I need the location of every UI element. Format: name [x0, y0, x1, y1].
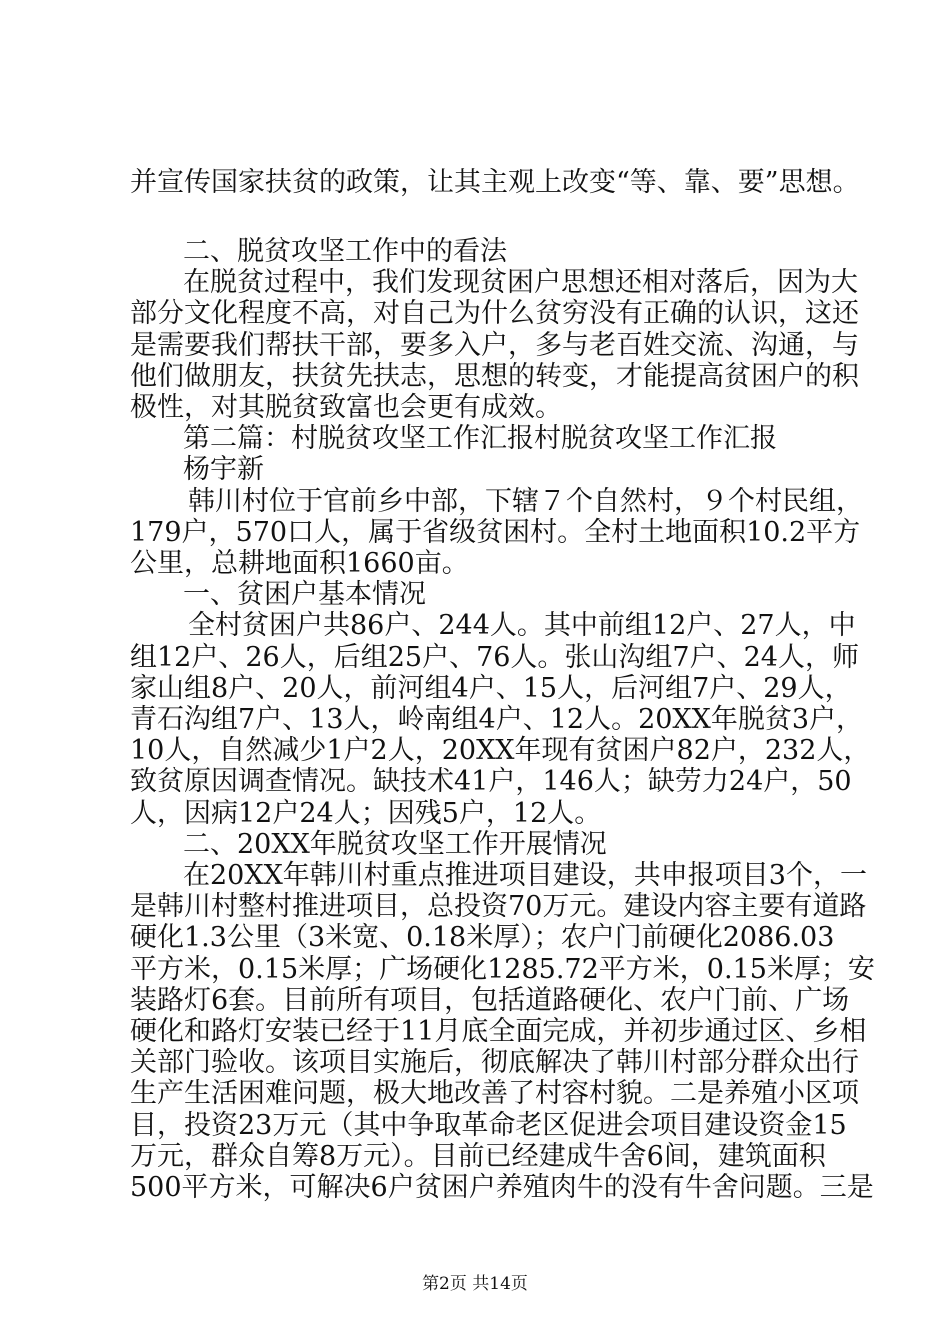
- section-heading: 二、脱贫攻坚工作中的看法: [183, 236, 507, 267]
- text-line: 生产生活困难问题，极大地改善了村容村貌。二是养殖小区项: [130, 1078, 859, 1110]
- text-line: 公里，总耕地面积1660亩。: [130, 548, 469, 579]
- text-line: 在脱贫过程中，我们发现贫困户思想还相对落后，因为大: [183, 267, 858, 299]
- text-line: 500平方米，可解决6户贫困户养殖肉牛的没有牛舍问题。三是: [130, 1172, 874, 1203]
- text-line: 179户，570口人，属于省级贫困村。全村土地面积10.2平方: [130, 516, 861, 548]
- chapter-title: 第二篇：村脱贫攻坚工作汇报村脱贫攻坚工作汇报: [183, 423, 777, 455]
- text-line: 硬化1.3公里（3米宽、0.18米厚）；农户门前硬化2086.03: [130, 922, 835, 954]
- text-line: 家山组8户、20人，前河组4户、15人，后河组7户、29人，: [130, 672, 852, 704]
- text-line: 全村贫困户共86户、244人。其中前组12户、27人，中: [188, 610, 856, 642]
- text-line: 部分文化程度不高，对自己为什么贫穷没有正确的认识，这还: [130, 298, 859, 330]
- text-line: 硬化和路灯安装已经于11月底全面完成，并初步通过区、乡相: [130, 1016, 867, 1047]
- text-line: 平方米，0.15米厚；广场硬化1285.72平方米，0.15米厚；安: [130, 953, 875, 985]
- text-line: 关部门验收。该项目实施后，彻底解决了韩川村部分群众出行: [130, 1047, 859, 1079]
- section-heading: 二、20XX年脱贫攻坚工作开展情况: [183, 828, 607, 860]
- text-line: 他们做朋友，扶贫先扶志，思想的转变，才能提高贫困户的积: [130, 360, 859, 392]
- page-footer: 第2页 共14页: [422, 1274, 528, 1294]
- text-line: 致贫原因调查情况。缺技术41户，146人；缺劳力24户，50: [130, 766, 852, 798]
- text-line: 人，因病12户24人；因残5户，12人。: [130, 797, 602, 829]
- text-line: 是需要我们帮扶干部，要多入户，多与老百姓交流、沟通，与: [130, 329, 859, 361]
- text-line: 目，投资23万元（其中争取革命老区促进会项目建设资金15: [130, 1109, 847, 1141]
- text-line: 在20XX年韩川村重点推进项目建设，共申报项目3个，一: [183, 860, 867, 891]
- text-line: 10人，自然减少1户2人，20XX年现有贫困户82户，232人，: [130, 735, 871, 767]
- text-line: 是韩川村整村推进项目，总投资70万元。建设内容主要有道路: [130, 891, 867, 923]
- text-line: 万元，群众自筹8万元）。目前已经建成牛舍6间，建筑面积: [130, 1140, 826, 1172]
- section-heading: 一、贫困户基本情况: [183, 579, 426, 611]
- text-line: 并宣传国家扶贫的政策，让其主观上改变“等、靠、要”思想。: [130, 167, 860, 198]
- text-line: 韩川村位于官前乡中部，下辖７个自然村，９个村民组，: [188, 485, 863, 517]
- text-line: 装路灯6套。目前所有项目，包括道路硬化、农户门前、广场: [130, 984, 850, 1016]
- text-line: 组12户、26人，后组25户、76人。张山沟组7户、24人，师: [130, 641, 859, 673]
- text-line: 青石沟组7户、13人，岭南组4户、12人。20XX年脱贫3户，: [130, 704, 864, 735]
- author-name: 杨宇新: [183, 454, 264, 486]
- text-line: 极性，对其脱贫致富也会更有成效。: [130, 392, 562, 423]
